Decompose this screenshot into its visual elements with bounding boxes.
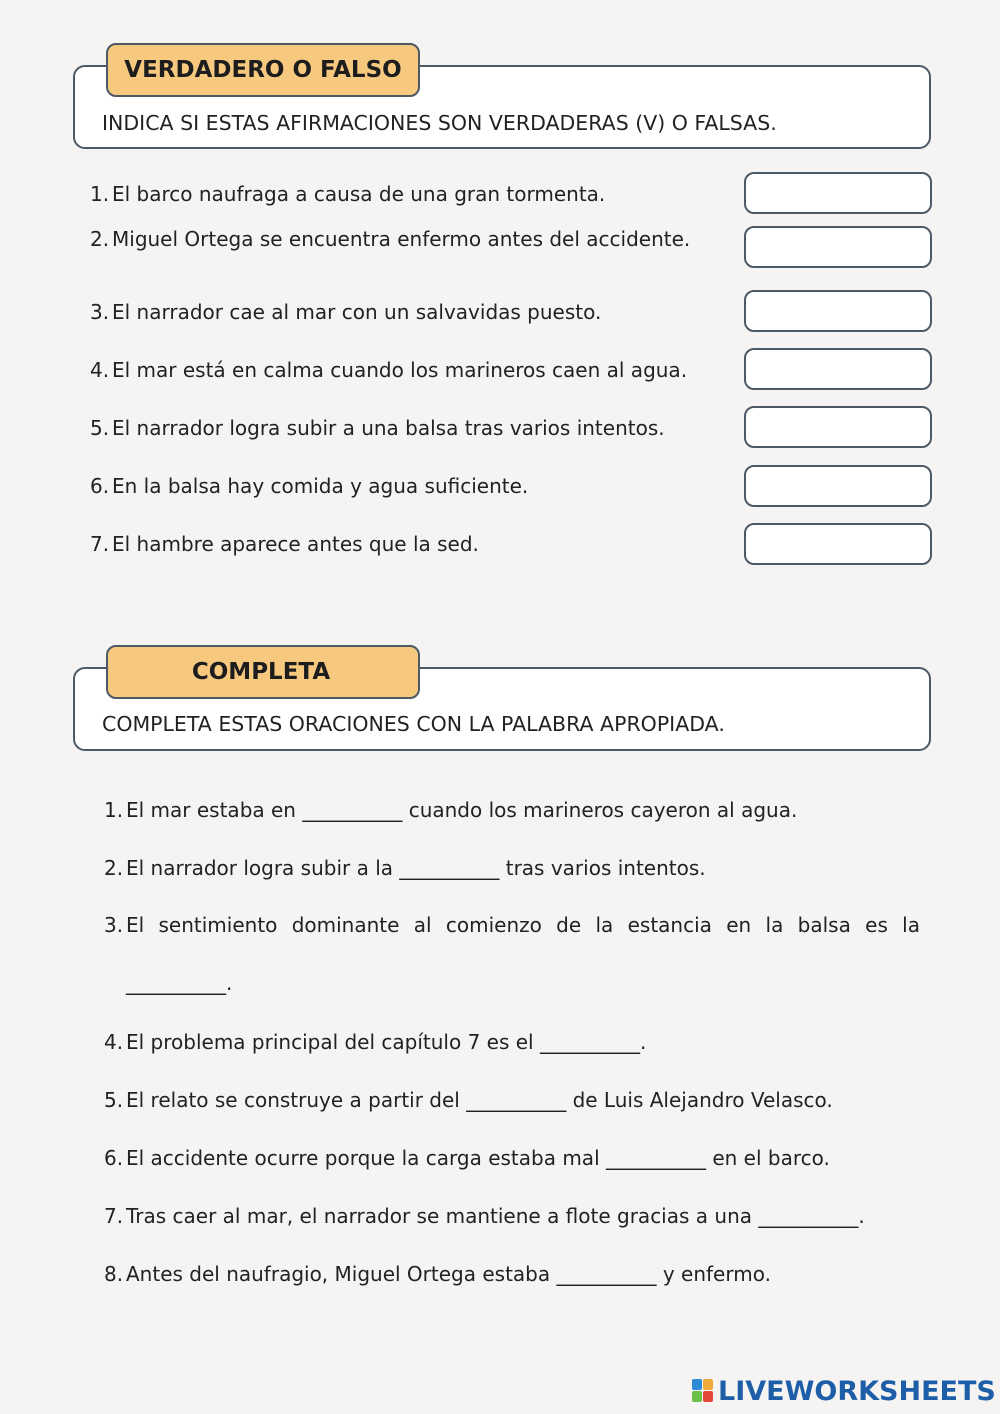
tf-text: El hambre aparece antes que la sed. bbox=[112, 532, 479, 556]
complete-text[interactable]: Tras caer al mar, el narrador se mantiene a flote gracias a una __________. bbox=[126, 1204, 865, 1228]
complete-number: 4. bbox=[104, 1030, 124, 1054]
tf-statement-5 bbox=[90, 413, 710, 443]
tf-text: El barco naufraga a causa de una gran tormenta. bbox=[112, 182, 606, 206]
complete-instruction: COMPLETA ESTAS ORACIONES CON LA PALABRA APROPIADA. bbox=[102, 712, 725, 736]
complete-number: 3. bbox=[104, 913, 124, 937]
tf-number: 7. bbox=[90, 532, 110, 556]
tf-number: 4. bbox=[90, 358, 110, 382]
tf-number: 2. bbox=[90, 227, 110, 251]
complete-sentence-3 bbox=[104, 896, 920, 1012]
complete-text[interactable]: Antes del naufragio, Miguel Ortega estaba __________ y enfermo. bbox=[126, 1262, 771, 1286]
complete-number: 7. bbox=[104, 1204, 124, 1228]
liveworksheets-logo-text: LIVEWORKSHEETS bbox=[718, 1375, 996, 1407]
complete-text[interactable]: El narrador logra subir a la __________ tras varios intentos. bbox=[126, 856, 706, 880]
complete-sentence-4 bbox=[104, 1027, 920, 1057]
tf-statement-4 bbox=[90, 355, 710, 385]
tf-answer-box-4[interactable] bbox=[744, 348, 932, 390]
complete-tab-title: COMPLETA bbox=[106, 645, 420, 699]
tf-answer-box-2[interactable] bbox=[744, 226, 932, 268]
tf-text: El mar está en calma cuando los marineros caen al agua. bbox=[112, 358, 688, 382]
complete-number: 5. bbox=[104, 1088, 124, 1112]
tf-statement-7 bbox=[90, 529, 710, 559]
true-false-instruction: INDICA SI ESTAS AFIRMACIONES SON VERDADERAS (V) O FALSAS. bbox=[102, 111, 777, 135]
complete-number: 1. bbox=[104, 798, 124, 822]
tf-statement-2 bbox=[90, 224, 710, 254]
tf-text: Miguel Ortega se encuentra enfermo antes del accidente. bbox=[112, 227, 691, 251]
complete-number: 2. bbox=[104, 856, 124, 880]
tf-text: El narrador logra subir a una balsa tras varios intentos. bbox=[112, 416, 665, 440]
tf-number: 5. bbox=[90, 416, 110, 440]
complete-sentence-6 bbox=[104, 1143, 920, 1173]
tf-number: 3. bbox=[90, 300, 110, 324]
tf-text: El narrador cae al mar con un salvavidas puesto. bbox=[112, 300, 602, 324]
tf-answer-box-3[interactable] bbox=[744, 290, 932, 332]
tf-number: 1. bbox=[90, 182, 110, 206]
liveworksheets-logo[interactable] bbox=[692, 1376, 996, 1406]
tf-number: 6. bbox=[90, 474, 110, 498]
complete-sentence-2 bbox=[104, 853, 920, 883]
complete-text[interactable]: El relato se construye a partir del __________ de Luis Alejandro Velasco. bbox=[126, 1088, 833, 1112]
liveworksheets-logo-icon bbox=[692, 1379, 714, 1403]
tf-answer-box-1[interactable] bbox=[744, 172, 932, 214]
tf-statement-1 bbox=[90, 179, 710, 209]
tf-text: En la balsa hay comida y agua suficiente. bbox=[112, 474, 529, 498]
complete-sentence-7 bbox=[104, 1201, 920, 1231]
complete-text[interactable]: El problema principal del capítulo 7 es el __________. bbox=[126, 1030, 647, 1054]
tf-answer-box-7[interactable] bbox=[744, 523, 932, 565]
tf-answer-box-5[interactable] bbox=[744, 406, 932, 448]
tf-statement-6 bbox=[90, 471, 710, 501]
complete-text[interactable]: El accidente ocurre porque la carga estaba mal __________ en el barco. bbox=[126, 1146, 830, 1170]
complete-text[interactable]: El mar estaba en __________ cuando los marineros cayeron al agua. bbox=[126, 798, 798, 822]
true-false-tab-title: VERDADERO O FALSO bbox=[106, 43, 420, 97]
complete-sentence-1 bbox=[104, 795, 920, 825]
complete-number: 8. bbox=[104, 1262, 124, 1286]
tf-answer-box-6[interactable] bbox=[744, 465, 932, 507]
complete-sentence-5 bbox=[104, 1085, 920, 1115]
complete-number: 6. bbox=[104, 1146, 124, 1170]
complete-text[interactable]: El sentimiento dominante al comienzo de la estancia en la balsa es la __________. bbox=[126, 913, 920, 995]
tf-statement-3 bbox=[90, 297, 710, 327]
complete-sentence-8 bbox=[104, 1259, 920, 1289]
